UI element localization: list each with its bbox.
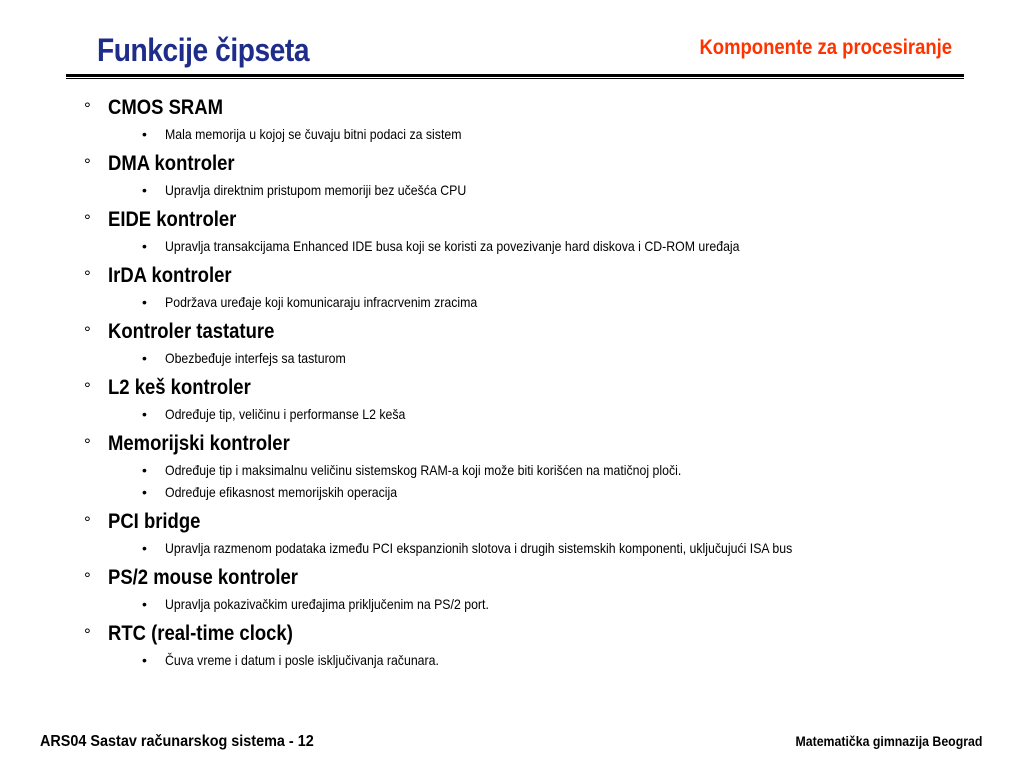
title-divider-thin bbox=[66, 78, 964, 79]
sub-item bbox=[84, 540, 984, 562]
sub-item-text: Mala memorija u kojoj se čuvaju bitni podaci za sistem bbox=[165, 126, 462, 142]
degree-marker-icon: ° bbox=[84, 155, 91, 174]
list-item bbox=[84, 622, 984, 674]
sub-item-text: Upravlja direktnim pristupom memoriji bez učešća CPU bbox=[165, 182, 467, 198]
item-heading: IrDA kontroler bbox=[108, 264, 232, 287]
degree-marker-icon: ° bbox=[84, 569, 91, 588]
sub-item-text: Obezbeđuje interfejs sa tasturom bbox=[165, 350, 346, 366]
bullet-icon: • bbox=[142, 182, 147, 198]
item-heading: Kontroler tastature bbox=[108, 320, 275, 343]
list-item bbox=[84, 566, 984, 618]
sub-item-text: Određuje efikasnost memorijskih operacija bbox=[165, 484, 398, 500]
degree-marker-icon: ° bbox=[84, 625, 91, 644]
sub-item bbox=[84, 652, 984, 674]
item-heading: RTC (real-time clock) bbox=[108, 622, 293, 645]
list-item bbox=[84, 432, 984, 506]
footer-institution: Matematička gimnazija Beograd bbox=[795, 733, 982, 749]
sub-item bbox=[84, 462, 984, 484]
degree-marker-icon: ° bbox=[84, 513, 91, 532]
slide-section-title: Komponente za procesiranje bbox=[699, 36, 952, 59]
bullet-icon: • bbox=[142, 350, 147, 366]
list-item bbox=[84, 264, 984, 316]
sub-item bbox=[84, 406, 984, 428]
list-item bbox=[84, 320, 984, 372]
sub-item-text: Određuje tip, veličinu i performanse L2 keša bbox=[165, 406, 406, 422]
item-heading: L2 keš kontroler bbox=[108, 376, 251, 399]
list-item bbox=[84, 208, 984, 260]
sub-item-text: Podržava uređaje koji komunicaraju infracrvenim zracima bbox=[165, 294, 478, 310]
bullet-icon: • bbox=[142, 294, 147, 310]
list-item bbox=[84, 510, 984, 562]
list-item bbox=[84, 96, 984, 148]
bullet-icon: • bbox=[142, 540, 147, 556]
bullet-icon: • bbox=[142, 406, 147, 422]
degree-marker-icon: ° bbox=[84, 323, 91, 342]
sub-item bbox=[84, 294, 984, 316]
sub-item bbox=[84, 238, 984, 260]
item-heading: PS/2 mouse kontroler bbox=[108, 566, 298, 589]
bullet-icon: • bbox=[142, 596, 147, 612]
bullet-icon: • bbox=[142, 238, 147, 254]
sub-item-text: Određuje tip i maksimalnu veličinu sistemskog RAM-a koji može biti korišćen na matičnoj ploči. bbox=[165, 462, 682, 478]
sub-item-text: Upravlja razmenom podataka između PCI ekspanzionih slotova i drugih sistemskih komponenti, uključujući ISA bus bbox=[165, 540, 793, 556]
degree-marker-icon: ° bbox=[84, 379, 91, 398]
degree-marker-icon: ° bbox=[84, 99, 91, 118]
slide-title: Funkcije čipseta bbox=[97, 32, 310, 68]
degree-marker-icon: ° bbox=[84, 267, 91, 286]
footer-slide-label: ARS04 Sastav računarskog sistema - 12 bbox=[40, 733, 314, 750]
item-heading: EIDE kontroler bbox=[108, 208, 237, 231]
sub-item bbox=[84, 350, 984, 372]
list-item bbox=[84, 152, 984, 204]
item-heading: CMOS SRAM bbox=[108, 96, 223, 119]
bullet-icon: • bbox=[142, 462, 147, 478]
item-heading: DMA kontroler bbox=[108, 152, 235, 175]
sub-item-text: Čuva vreme i datum i posle isključivanja računara. bbox=[165, 652, 439, 668]
sub-item-text: Upravlja pokazivačkim uređajima priključenim na PS/2 port. bbox=[165, 596, 489, 612]
degree-marker-icon: ° bbox=[84, 435, 91, 454]
bullet-icon: • bbox=[142, 126, 147, 142]
bullet-icon: • bbox=[142, 484, 147, 500]
title-divider-thick bbox=[66, 74, 964, 77]
bullet-list bbox=[84, 96, 984, 674]
degree-marker-icon: ° bbox=[84, 211, 91, 230]
bullet-icon: • bbox=[142, 652, 147, 668]
item-heading: Memorijski kontroler bbox=[108, 432, 290, 455]
sub-item bbox=[84, 596, 984, 618]
sub-item-text: Upravlja transakcijama Enhanced IDE busa koji se koristi za povezivanje hard diskova i CD-ROM uređaja bbox=[165, 238, 740, 254]
sub-item bbox=[84, 484, 984, 506]
list-item bbox=[84, 376, 984, 428]
sub-item bbox=[84, 126, 984, 148]
item-heading: PCI bridge bbox=[108, 510, 201, 533]
sub-item bbox=[84, 182, 984, 204]
